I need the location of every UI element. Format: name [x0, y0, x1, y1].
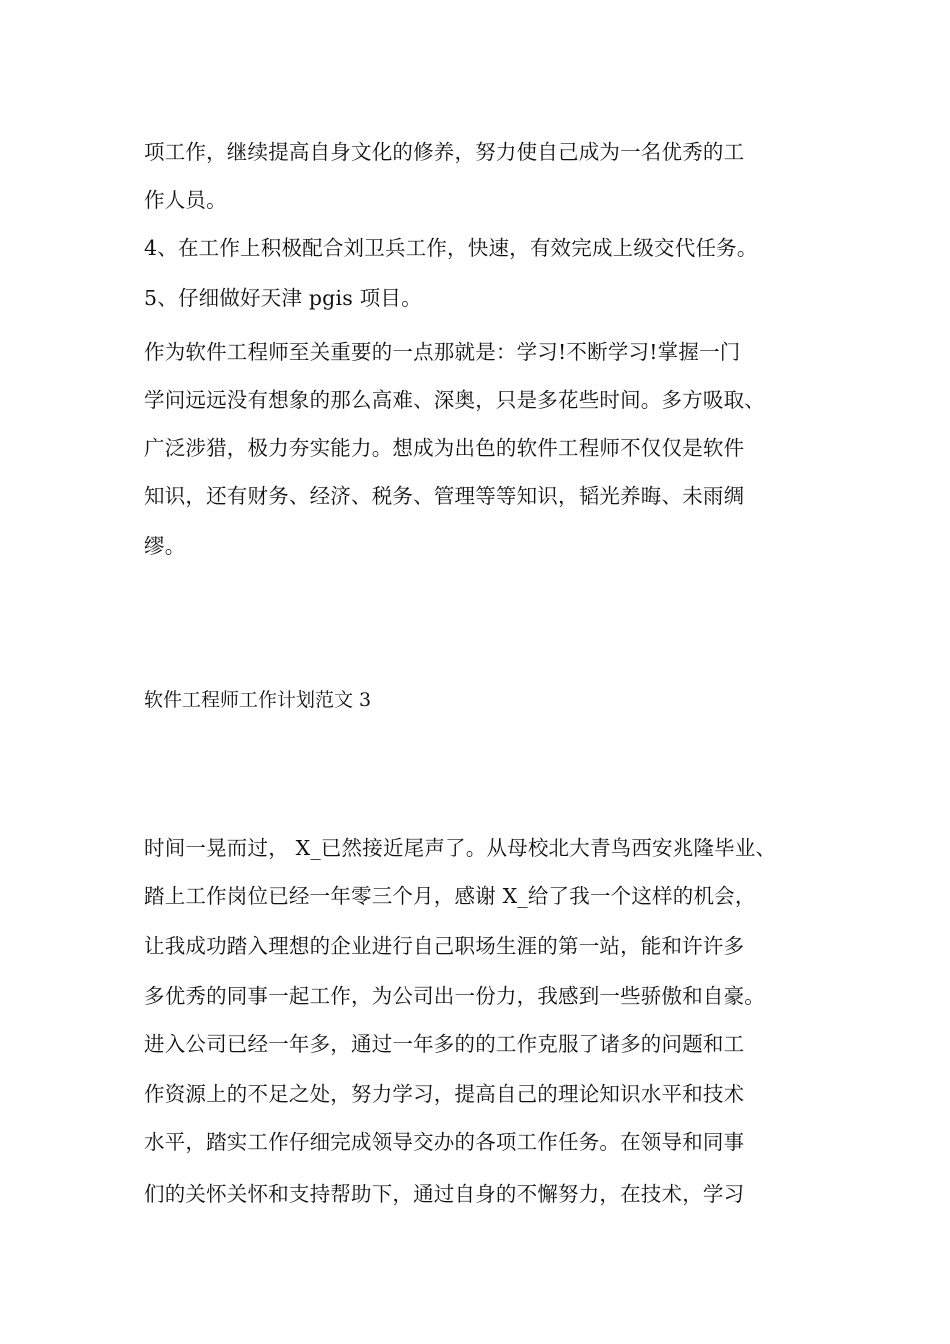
paragraph-line: 们的关怀关怀和支持帮助下，通过自身的不懈努力，在技术，学习	[144, 1182, 745, 1206]
paragraph-line: 踏上工作岗位已经一年零三个月，感谢 X_给了我一个这样的机会，	[144, 884, 756, 908]
paragraph-line: 作为软件工程师至关重要的一点那就是：学习!不断学习!掌握一门	[144, 340, 741, 364]
list-item-4: 4、在工作上积极配合刘卫兵工作，快速，有效完成上级交代任务。	[144, 236, 758, 260]
paragraph-line: 时间一晃而过， X_已然接近尾声了。从母校北大青鸟西安兆隆毕业、	[144, 836, 777, 860]
paragraph-line: 广泛涉猎，极力夯实能力。想成为出色的软件工程师不仅仅是软件	[144, 436, 745, 460]
section-title: 软件工程师工作计划范文 3	[144, 689, 372, 711]
paragraph-line: 进入公司已经一年多，通过一年多的的工作克服了诸多的问题和工	[144, 1032, 745, 1056]
paragraph-line: 缪。	[144, 534, 186, 558]
paragraph-line: 让我成功踏入理想的企业进行自己职场生涯的第一站，能和许许多	[144, 934, 745, 958]
paragraph-line: 作资源上的不足之处，努力学习，提高自己的理论知识水平和技术	[144, 1082, 745, 1106]
paragraph-line: 多优秀的同事一起工作，为公司出一份力，我感到一些骄傲和自豪。	[144, 984, 765, 1008]
paragraph-line: 知识，还有财务、经济、税务、管理等等知识，韬光养晦、未雨绸	[144, 484, 745, 508]
paragraph-line: 项工作，继续提高自身文化的修养，努力使自己成为一名优秀的工	[144, 140, 745, 164]
paragraph-line: 作人员。	[144, 188, 227, 212]
list-item-5: 5、仔细做好天津 pgis 项目。	[144, 286, 422, 310]
paragraph-line: 水平，踏实工作仔细完成领导交办的各项工作任务。在领导和同事	[144, 1130, 745, 1154]
paragraph-line: 学问远远没有想象的那么高难、深奥，只是多花些时间。多方吸取、	[144, 388, 765, 412]
